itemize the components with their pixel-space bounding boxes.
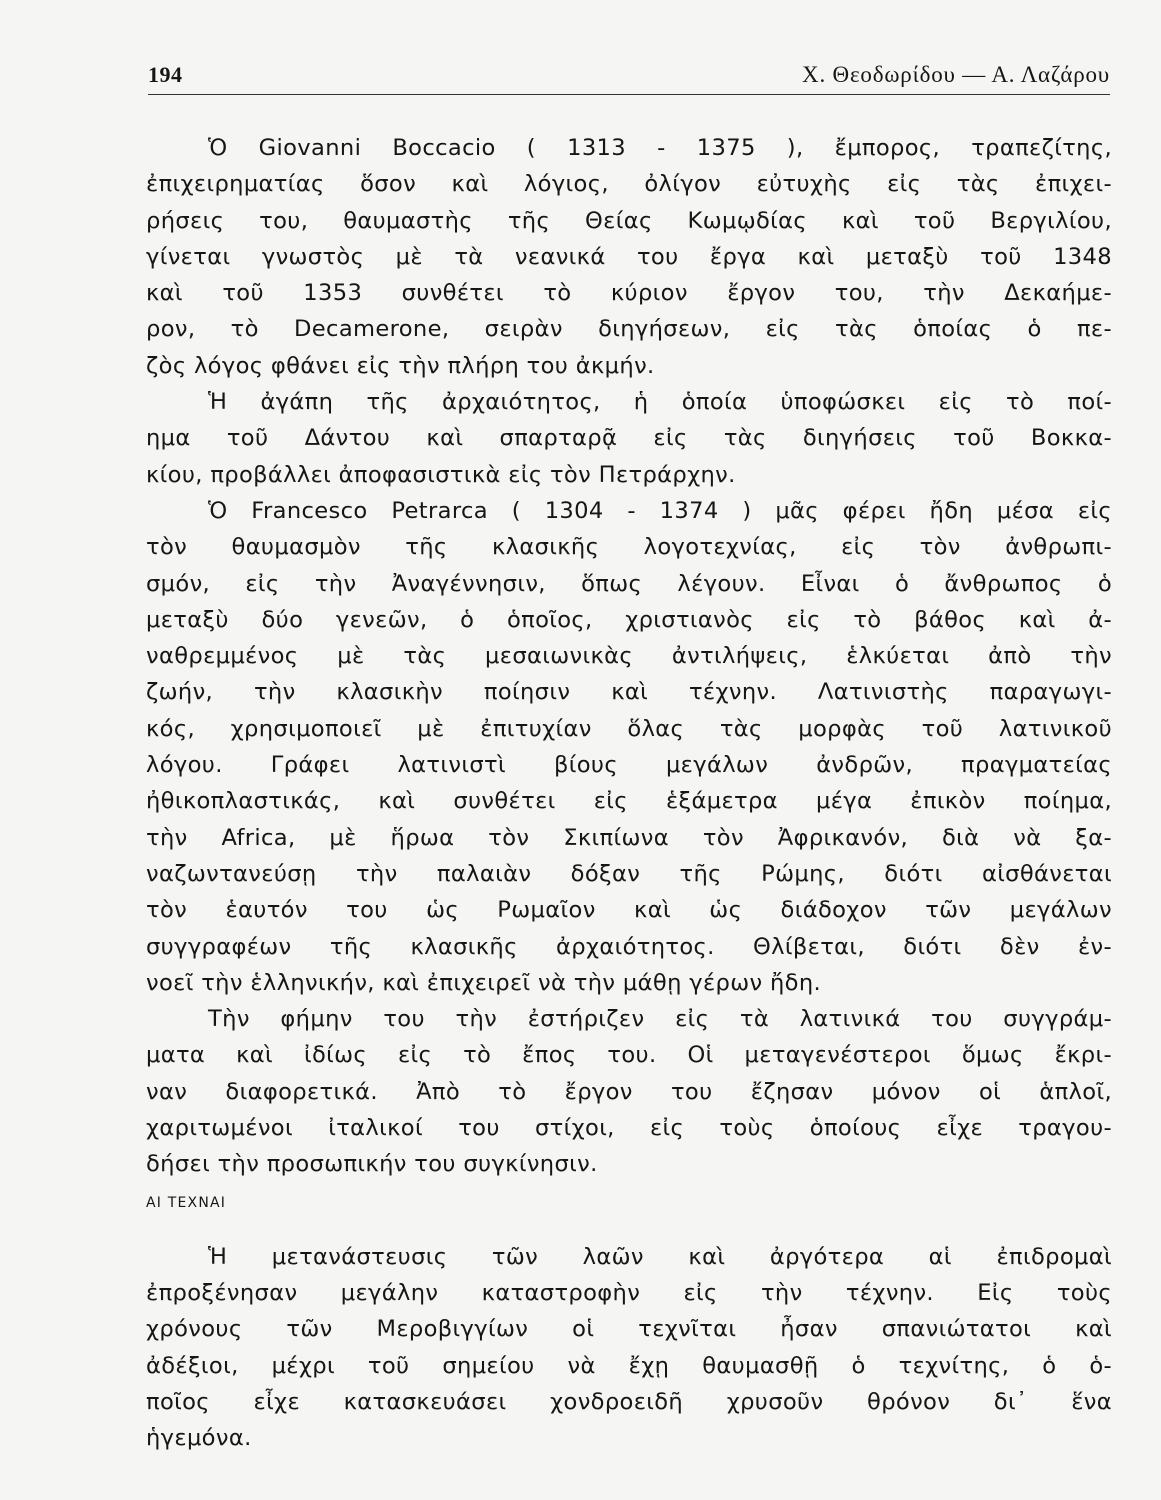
text-line: ναθρεμμένος μὲ τὰς μεσαιωνικὰς ἀντιλήψεις, ἑλκύεται ἀπὸ τὴν [146, 643, 1112, 670]
text-line: Ἡ μετανάστευσις τῶν λαῶν καὶ ἀργότερα αἱ ἐπιδρομαὶ [208, 1243, 1112, 1270]
text-line: Τὴν φήμην του τὴν ἐστήριζεν εἰς τὰ λατινικά του συγγράμ- [208, 1006, 1112, 1033]
text-line: μεταξὺ δύο γενεῶν, ὁ ὁποῖος, χριστιανὸς εἰς τὸ βάθος καὶ ἀ- [146, 606, 1112, 633]
text-line: χαριτωμένοι ἰταλικοί του στίχοι, εἰς τοὺς ὁποίους εἶχε τραγου- [146, 1115, 1112, 1142]
text-line: τὴν Africa, μὲ ἥρωα τὸν Σκιπίωνα τὸν Ἀφρικανόν, διὰ νὰ ξα- [146, 824, 1112, 851]
text-line: ημα τοῦ Δάντου καὶ σπαρταρᾷ εἰς τὰς διηγήσεις τοῦ Βοκκα- [146, 425, 1112, 452]
paragraph-petrarca [146, 493, 1112, 1001]
text-line: δήσει τὴν προσωπικήν του συγκίνησιν. [146, 1151, 598, 1178]
running-head: Χ. Θεοδωρίδου — Α. Λαζάρου [802, 62, 1110, 87]
text-line: κός, χρησιμοποιεῖ μὲ ἐπιτυχίαν ὅλας τὰς μορφὰς τοῦ λατινικοῦ [146, 715, 1112, 742]
text-line: ἐπροξένησαν μεγάλην καταστροφὴν εἰς τὴν τέχνην. Εἰς τοὺς [146, 1279, 1112, 1306]
text-line: καὶ τοῦ 1353 συνθέτει τὸ κύριον ἔργον του, τὴν Δεκαήμε- [146, 280, 1112, 307]
page-body [146, 130, 1112, 1456]
paragraph-arts [146, 1239, 1112, 1457]
text-line: ἡγεμόνα. [146, 1425, 252, 1452]
text-line: ἐπιχειρηματίας ὅσον καὶ λόγιος, ὀλίγον εὐτυχὴς εἰς τὰς ἐπιχει- [146, 171, 1112, 198]
text-line: ζὸς λόγος φθάνει εἰς τὴν πλήρη του ἀκμήν. [146, 352, 655, 379]
text-line: ματα καὶ ἰδίως εἰς τὸ ἔπος του. Οἱ μεταγενέστεροι ὅμως ἔκρι- [146, 1042, 1112, 1069]
text-line: λόγου. Γράφει λατινιστὶ βίους μεγάλων ἀνδρῶν, πραγματείας [146, 752, 1112, 779]
text-line: ναν διαφορετικά. Ἀπὸ τὸ ἔργον του ἔζησαν μόνον οἱ ἁπλοῖ, [146, 1078, 1112, 1105]
section-heading: ΑΙ ΤΕΧΝΑΙ [146, 1194, 227, 1211]
text-line: γίνεται γνωστὸς μὲ τὰ νεανικά του ἔργα καὶ μεταξὺ τοῦ 1348 [146, 243, 1112, 270]
page-header [148, 60, 1110, 95]
text-line: σμόν, εἰς τὴν Ἀναγέννησιν, ὅπως λέγουν. Εἶναι ὁ ἄνθρωπος ὁ [146, 570, 1112, 597]
text-line: κίου, προβάλλει ἀποφασιστικὰ εἰς τὸν Πετράρχην. [146, 461, 736, 488]
paragraph-antiquity [146, 384, 1112, 493]
text-line: νοεῖ τὴν ἑλληνικήν, καὶ ἐπιχειρεῖ νὰ τὴν μάθῃ γέρων ἤδη. [146, 969, 822, 996]
text-line: συγγραφέων τῆς κλασικῆς ἀρχαιότητος. Θλίβεται, διότι δὲν ἐν- [146, 933, 1112, 960]
text-line: ἠθικοπλαστικάς, καὶ συνθέτει εἰς ἑξάμετρα μέγα ἐπικὸν ποίημα, [146, 788, 1112, 815]
text-line: ναζωντανεύσῃ τὴν παλαιὰν δόξαν τῆς Ρώμης, διότι αἰσθάνεται [146, 860, 1112, 887]
text-line: ποῖος εἶχε κατασκευάσει χονδροειδῆ χρυσοῦν θρόνον δι᾽ ἕνα [146, 1388, 1112, 1415]
page-number: 194 [148, 62, 183, 87]
section-spacer [146, 1221, 1112, 1239]
text-line: Ὁ Francesco Petrarca ( 1304 - 1374 ) μᾶς φέρει ἤδη μέσα εἰς [208, 497, 1112, 524]
paragraph-fame [146, 1001, 1112, 1182]
text-line: ζωήν, τὴν κλασικὴν ποίησιν καὶ τέχνην. Λατινιστὴς παραγωγι- [146, 679, 1112, 706]
paragraph-boccaccio [146, 130, 1112, 384]
text-line: τὸν ἑαυτόν του ὡς Ρωμαῖον καὶ ὡς διάδοχον τῶν μεγάλων [146, 897, 1112, 924]
text-line: Ἡ ἀγάπη τῆς ἀρχαιότητος, ἡ ὁποία ὑποφώσκει εἰς τὸ ποί- [208, 389, 1112, 416]
text-line: ρον, τὸ Decamerone, σειρὰν διηγήσεων, εἰς τὰς ὁποίας ὁ πε- [146, 316, 1112, 343]
text-line: χρόνους τῶν Μεροβιγγίων οἱ τεχνῖται ἦσαν σπανιώτατοι καὶ [146, 1316, 1112, 1343]
text-line: Ὁ Giovanni Boccacio ( 1313 - 1375 ), ἔμπορος, τραπεζίτης, [208, 135, 1112, 161]
text-line: ρήσεις του, θαυμαστὴς τῆς Θείας Κωμῳδίας καὶ τοῦ Βεργιλίου, [146, 207, 1112, 234]
text-line: τὸν θαυμασμὸν τῆς κλασικῆς λογοτεχνίας, εἰς τὸν ἀνθρωπι- [146, 534, 1112, 561]
text-line: ἀδέξιοι, μέχρι τοῦ σημείου νὰ ἔχῃ θαυμασθῇ ὁ τεχνίτης, ὁ ὁ- [146, 1352, 1112, 1379]
